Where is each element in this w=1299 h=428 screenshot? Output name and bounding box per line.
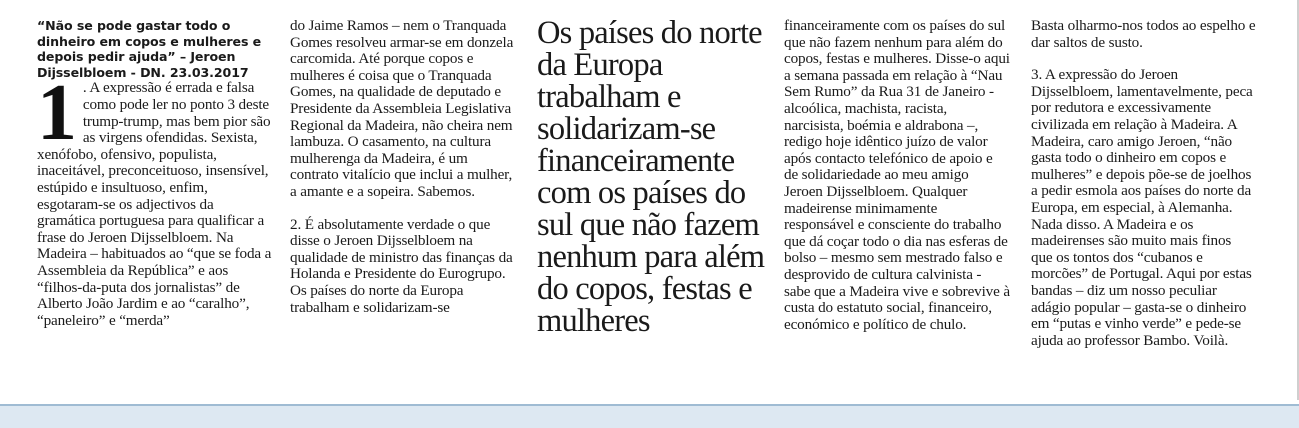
- drop-cap: 1: [37, 69, 77, 158]
- column-5: [1031, 18, 1256, 349]
- column-5-paragraph-2: 3. A expressão do Jeroen Dijsselbloem, lamentavelmente, peca por redutora e excessivamente civilizada em relação à Madeira. A Madeira, caro amigo Jeroen, “não gasta todo o dinheiro em copos e mulheres” e depois põe-se de joelhos a pedir esmola aos países do norte da Europa, em especial, à Alemanha. Nada disso. A Madeira e os madeirenses são muito mais finos que os tontos dos “cubanos e morcões” de Portugal. Aqui por estas bandas – diz um nosso peculiar adágio popular – gasta-se o dinheiro em “putas e vinho verde” e pede-se ajuda ao professor Bambo. Voilà.: [1031, 66, 1253, 349]
- column-4-text: financeiramente com os países do sul que não fazem nenhum para além do copos, festas e mulheres. Disse-o aqui a semana passada em relação à “Nau Sem Rumo” da Rua 31 de Janeiro - alcoólica, machista, racista, narcisista, boémia e aldrabona –, redigo hoje idêntico juízo de valor após contacto telefónico de apoio e de solidariedade ao meu amigo Jeroen Dijsselbloem. Qualquer madeirense minimamente responsável e consciente do trabalho que dá coçar todo o dia nas esferas de bolso – mesmo sem mestrado falso e desprovido de cultura calvinista - sabe que a Madeira vive e sobrevive à custa do estatuto social, financeiro, económico e político de chulo.: [784, 17, 1010, 333]
- column-2-paragraph-2: 2. É absolutamente verdade o que disse o Jeroen Dijsselbloem na qualidade de ministro das finanças da Holanda e Presidente do Eurogrupo. Os países do norte da Europa trabalham e solidarizam-se: [290, 215, 513, 316]
- column-4: [784, 18, 1010, 333]
- highlight-headline: Os países do norte da Europa trabalham e solidarizam-se financeiramente com os países do sul que não fazem nenhum para além do copos, festas e mulheres: [537, 15, 765, 339]
- first-paragraph: [37, 69, 275, 329]
- column-3: [537, 15, 765, 339]
- column-1-text: . A expressão é errada e falsa como pode ler no ponto 3 deste trump-trump, mas bem pior são as virgens ofendidas. Sexista, xenófobo, ofensivo, populista, inaceitável, preconceituoso, insensível, estúpido e insultuoso, enfim, esgotaram-se os adjectivos da gramática portuguesa para qualificar a frase do Jeroen Dijsselbloem. Na Madeira – habituados ao “que se foda a Assembleia da República” e aos “filhos-da-puta dos jornalistas” de Alberto João Jardim e ao “caralho”, “paneleiro” e “merda”: [37, 79, 272, 329]
- pull-quote: “Não se pode gastar todo o dinheiro em copos e mulheres e depois pedir ajuda” – Jeroen Dijsselbloem - DN. 23.03.2017: [37, 18, 262, 80]
- paragraph-gap: [290, 201, 515, 217]
- column-2: [290, 18, 515, 316]
- column-2-paragraph-1: do Jaime Ramos – nem o Tranquada Gomes resolveu armar-se em donzela carcomida. Até porque copos e mulheres é coisa que o Tranquada Gomes, na qualidade de deputado e Presidente da Assembleia Legislativa Regional da Madeira, não cheira nem lambuza. O casamento, na cultura mulherenga da Madeira, é um contrato vitalício que inclui a mulher, a amante e a sopeira. Sabemos.: [290, 17, 514, 200]
- column-5-paragraph-1: Basta olharmo-nos todos ao espelho e dar saltos de susto.: [1031, 17, 1256, 51]
- column-1: [37, 18, 275, 329]
- bottom-band: [0, 404, 1299, 428]
- paragraph-gap: [1031, 51, 1256, 67]
